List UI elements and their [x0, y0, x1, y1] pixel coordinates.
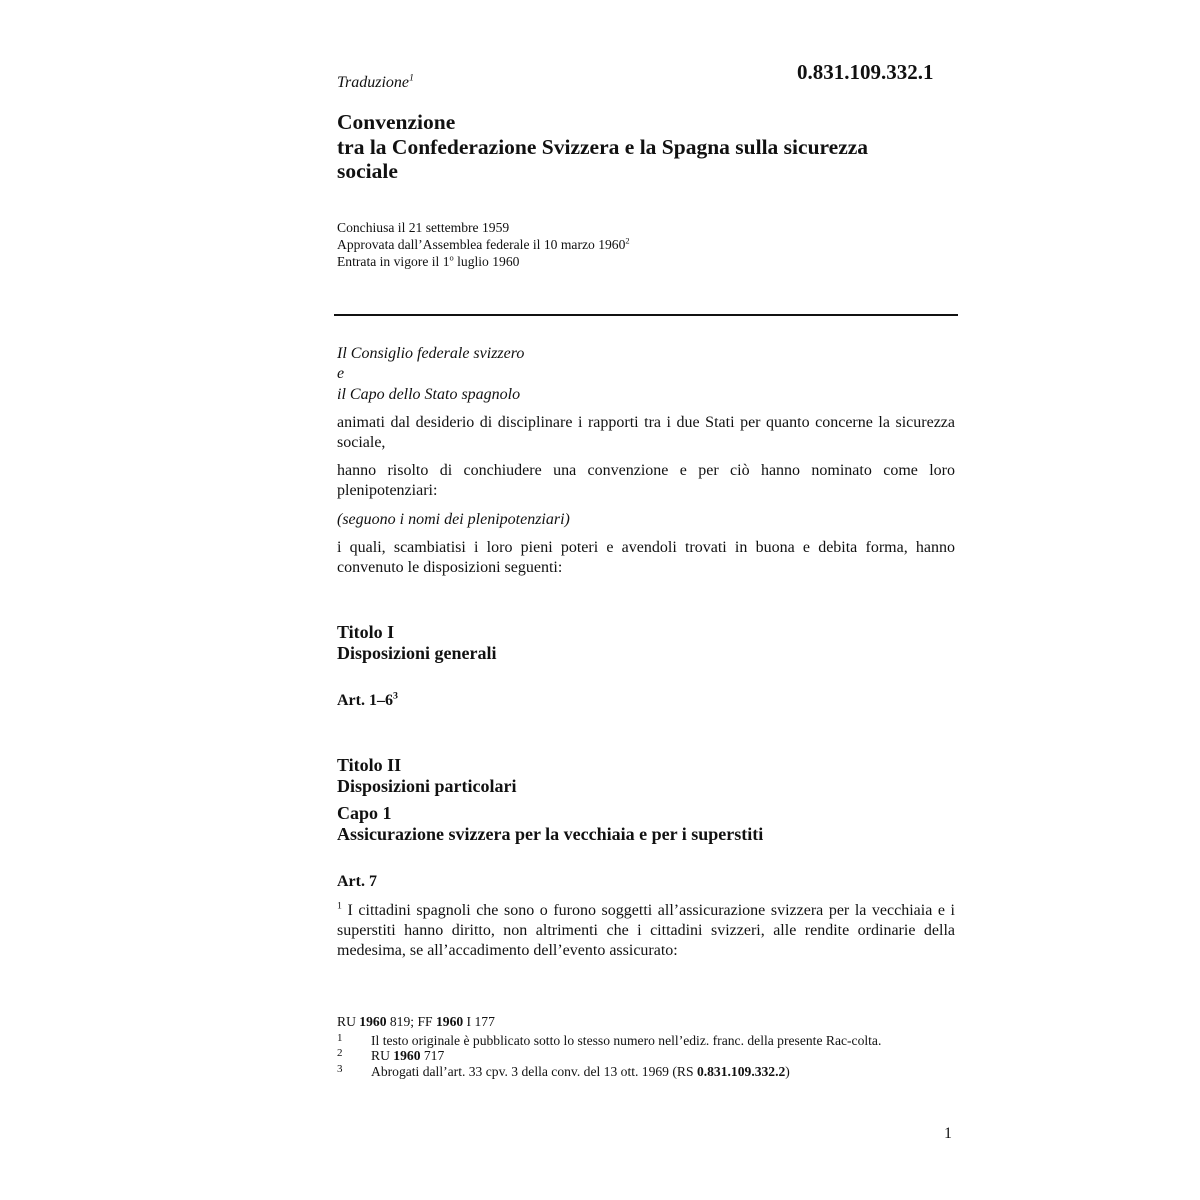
document-title [337, 110, 977, 184]
title-2-label: Titolo II [337, 755, 402, 775]
footnote-3-bold[interactable]: 0.831.109.332.2 [696, 1063, 786, 1079]
translation-text: Traduzione [337, 74, 410, 91]
title-2-name: Disposizioni particolari [337, 776, 517, 796]
translation-label [337, 74, 414, 92]
chapter-1-name: Assicurazione svizzera per la vecchiaia e per i superstiti [337, 824, 764, 844]
footnote-ref-2[interactable]: 2 [625, 235, 630, 246]
footnotes [337, 1014, 957, 1079]
footnote-3-prefix: Abrogati dall’art. 33 cpv. 3 della conv. del 13 ott. 1969 (RS [371, 1063, 697, 1079]
title-line-3: sociale [337, 159, 398, 183]
footnote-ref-3[interactable]: 3 [392, 690, 398, 702]
footnote-3-number: 3 [337, 1062, 343, 1075]
in-force-suffix: luglio 1960 [453, 254, 520, 269]
ordinal-marker: o [449, 252, 454, 263]
concluded-date: Conchiusa il 21 settembre 1959 [337, 220, 510, 235]
footnote-2-bold: 1960 [393, 1048, 421, 1063]
source-ru: RU [337, 1014, 360, 1029]
sr-number: 0.831.109.332.1 [797, 60, 934, 84]
preamble-paragraph-2: hanno risolto di conchiudere una convenzione e per ciò hanno nominato come loro plenipotenziari: [337, 462, 955, 499]
footnote-1-text: Il testo originale è pubblicato sotto lo stesso numero nell’ediz. franc. della presente Rac-colta. [371, 1032, 882, 1048]
source-end: I 177 [463, 1014, 495, 1029]
title-2-heading [337, 755, 517, 797]
in-force-prefix: Entrata in vigore il 1 [337, 254, 450, 269]
article-7-paragraph-1-text: I cittadini spagnoli che sono o furono soggetti all’assicurazione svizzera per la vecchiaia e i superstiti hanno diritto, non altrimenti che i cittadini svizzeri, alle rendite ordinarie della medesima, se all’accadimento dell’evento assicurato: [337, 902, 956, 959]
article-1-6-label: Art. 1–6 [337, 692, 393, 709]
page-number: 1 [944, 1125, 952, 1142]
source-mid: 819; FF [386, 1014, 436, 1029]
preamble-paragraph-1: animati dal desiderio di disciplinare i rapporti tra i due Stati per quanto concerne la sicurezza sociale, [337, 414, 955, 451]
dates-block [337, 219, 630, 270]
article-7-heading: Art. 7 [337, 873, 377, 890]
footnote-2-suffix: 717 [420, 1048, 445, 1063]
footnote-1-number: 1 [337, 1031, 343, 1044]
footnote-3-suffix: ) [785, 1063, 790, 1079]
preamble-conjunction: e [337, 365, 345, 382]
chapter-1-heading [337, 803, 763, 845]
footnote-3 [337, 1064, 957, 1080]
approved-date-text: Approvata dall’Assemblea federale il 10 marzo 1960 [337, 237, 626, 252]
footnote-2 [337, 1048, 957, 1064]
footnote-2-prefix: RU [371, 1048, 394, 1063]
footnote-1 [337, 1033, 957, 1049]
source-citation [337, 1014, 957, 1030]
article-7-paragraph-1 [337, 901, 955, 961]
preamble-paragraph-3: i quali, scambiatisi i loro pieni poteri e avendoli trovati in buona e debita forma, hanno convenuto le disposizioni seguenti: [337, 539, 955, 576]
title-line-2: tra la Confederazione Svizzera e la Spagna sulla sicurezza [337, 134, 869, 159]
source-year-1: 1960 [359, 1014, 387, 1029]
paragraph-number: 1 [337, 900, 342, 912]
horizontal-rule [334, 314, 958, 316]
title-1-label: Titolo I [337, 622, 395, 642]
preamble-party-2: il Capo dello Stato spagnolo [337, 386, 521, 403]
footnote-2-number: 2 [337, 1047, 343, 1059]
title-1-name: Disposizioni generali [337, 643, 497, 663]
approved-date [337, 236, 630, 253]
chapter-1-label: Capo 1 [337, 803, 392, 823]
preamble-party-1: Il Consiglio federale svizzero [337, 345, 525, 362]
article-1-6 [337, 692, 398, 710]
title-1-heading [337, 622, 497, 664]
in-force-date [337, 253, 630, 270]
title-line-1: Convenzione [337, 110, 456, 134]
plenipotentiaries-note: (seguono i nomi dei plenipotenziari) [337, 511, 570, 528]
footnote-ref-1[interactable]: 1 [409, 72, 414, 84]
source-year-2: 1960 [435, 1014, 464, 1029]
